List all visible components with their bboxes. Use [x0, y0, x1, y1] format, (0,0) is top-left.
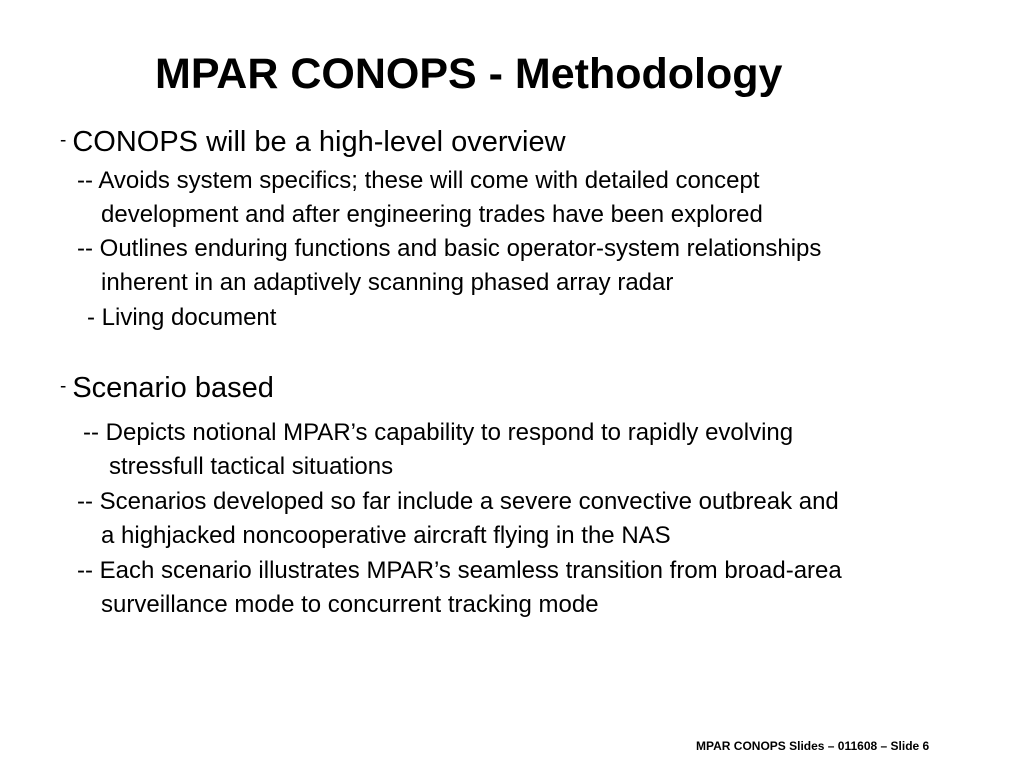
bullet-line: -- Depicts notional MPAR’s capability to respond to rapidly evolving — [83, 419, 794, 446]
slide-footer: MPAR CONOPS Slides – 011608 – Slide 6 — [696, 739, 930, 753]
bullet-line-continuation: stressfull tactical situations — [109, 453, 394, 480]
bullet-marker: - — [60, 376, 67, 397]
slide-title: MPAR CONOPS - Methodology — [155, 50, 783, 98]
bullet-line-continuation: a highjacked noncooperative aircraft flying in the NAS — [101, 522, 671, 549]
bullet-line-continuation: inherent in an adaptively scanning phased array radar — [101, 269, 674, 296]
bullet-line: - Living document — [87, 304, 277, 331]
bullet-line: -- Avoids system specifics; these will come with detailed concept — [77, 167, 760, 194]
bullet-line: -- Each scenario illustrates MPAR’s seamless transition from broad-area — [77, 557, 842, 584]
bullet-line-continuation: surveillance mode to concurrent tracking mode — [101, 591, 599, 618]
bullet-marker: - — [60, 130, 67, 151]
section-heading-text: CONOPS will be a high-level overview — [72, 126, 566, 158]
section-heading-text: Scenario based — [72, 372, 274, 404]
section-heading-scenario — [60, 372, 274, 405]
bullet-line: -- Scenarios developed so far include a severe convective outbreak and — [77, 488, 839, 515]
bullet-line: -- Outlines enduring functions and basic operator-system relationships — [77, 235, 822, 262]
bullet-line-continuation: development and after engineering trades have been explored — [101, 201, 763, 228]
section-heading-conops — [60, 126, 566, 159]
